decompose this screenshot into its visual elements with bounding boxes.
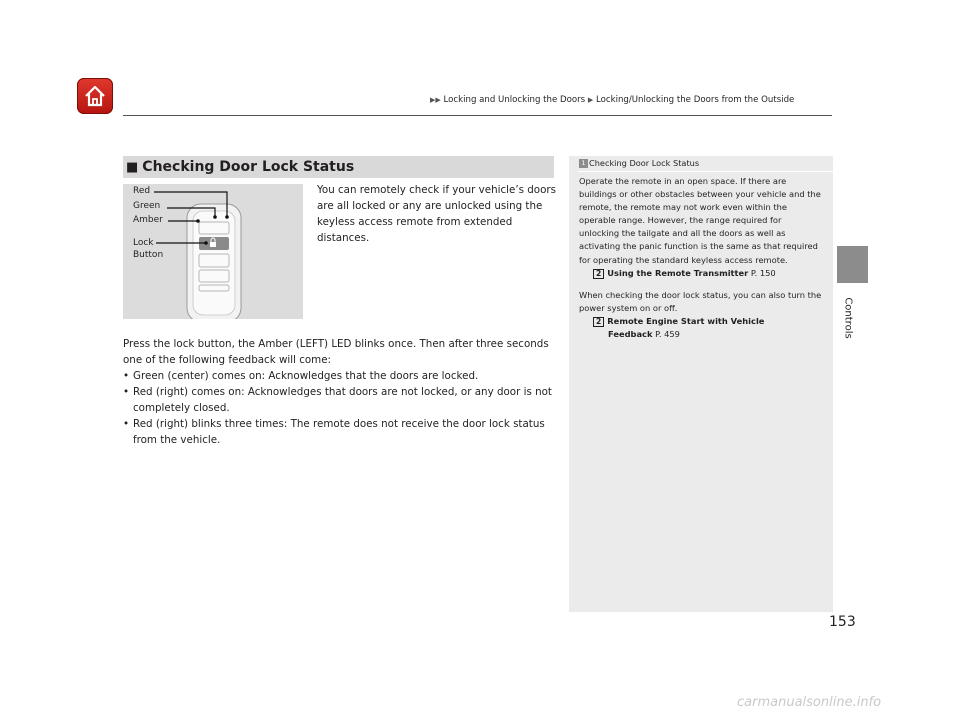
reference-title: Remote Engine Start with Vehicle bbox=[607, 315, 765, 326]
header-rule bbox=[123, 115, 832, 116]
home-button[interactable] bbox=[77, 78, 113, 114]
reference-title: Feedback bbox=[608, 329, 653, 340]
remote-figure bbox=[123, 184, 303, 319]
list-item: • Green (center) comes on: Acknowledges that the doors are locked. bbox=[123, 368, 560, 384]
reference-page: P. 150 bbox=[750, 267, 776, 278]
label-button: Button bbox=[133, 250, 164, 260]
cross-reference-link[interactable] bbox=[579, 315, 823, 328]
section-marker-icon: ■ bbox=[126, 159, 139, 175]
section-header bbox=[123, 156, 554, 178]
list-item: • Red (right) comes on: Acknowledges that doors are not locked, or any door is not completely closed. bbox=[123, 384, 560, 416]
home-icon bbox=[83, 84, 107, 108]
label-green: Green bbox=[133, 201, 161, 211]
label-lock: Lock bbox=[133, 238, 154, 248]
sidebar-title-text: Checking Door Lock Status bbox=[589, 158, 700, 168]
breadcrumb bbox=[430, 95, 794, 105]
page-number: 153 bbox=[829, 614, 856, 630]
reference-arrow-icon: 2 bbox=[593, 317, 604, 327]
sidebar-body bbox=[579, 175, 823, 341]
chapter-tab[interactable]: Controls bbox=[842, 297, 854, 339]
sidebar-paragraph: When checking the door lock status, you can also turn the power system on or off. bbox=[579, 289, 822, 313]
reference-page: P. 459 bbox=[655, 329, 680, 340]
breadcrumb-item[interactable]: Locking and Unlocking the Doors bbox=[443, 95, 586, 105]
intro-paragraph: You can remotely check if your vehicle’s doors are all locked or any are unlocked using the keyless access remote from extended distances. bbox=[317, 184, 556, 244]
label-amber: Amber bbox=[133, 215, 163, 225]
list-item: • Red (right) blinks three times: The remote does not receive the door lock status from the vehicle. bbox=[123, 416, 560, 448]
note-number-badge: 1 bbox=[579, 159, 588, 168]
breadcrumb-item[interactable]: Locking/Unlocking the Doors from the Outside bbox=[595, 95, 795, 105]
chapter-marker bbox=[837, 246, 868, 283]
body-paragraph: Press the lock button, the Amber (LEFT) LED blinks once. Then after three seconds one of the following feedback will come: bbox=[123, 338, 549, 366]
cross-reference-link[interactable] bbox=[579, 267, 823, 280]
cross-reference-continuation[interactable] bbox=[579, 328, 823, 341]
sidebar-note bbox=[569, 156, 833, 612]
breadcrumb-arrow-icon: ▶ bbox=[587, 96, 594, 104]
reference-title: Using the Remote Transmitter bbox=[607, 267, 749, 278]
section-title: Checking Door Lock Status bbox=[142, 159, 355, 175]
breadcrumb-arrow-icon: ▶▶ bbox=[430, 96, 441, 104]
feedback-list bbox=[123, 368, 560, 448]
sidebar-title bbox=[579, 158, 699, 168]
divider bbox=[578, 171, 833, 172]
watermark: carmanualsonline.info bbox=[737, 695, 882, 710]
sidebar-paragraph: Operate the remote in an open space. If there are buildings or other obstacles between your vehicle and the remote, the remote may not work even within the operable range. However, the range required for unlocking the tailgate and all the doors as well as activating the panic function is the same as that required for operating the standard keyless access remote. bbox=[579, 176, 821, 265]
reference-arrow-icon: 2 bbox=[593, 269, 604, 279]
label-red: Red bbox=[133, 186, 151, 196]
